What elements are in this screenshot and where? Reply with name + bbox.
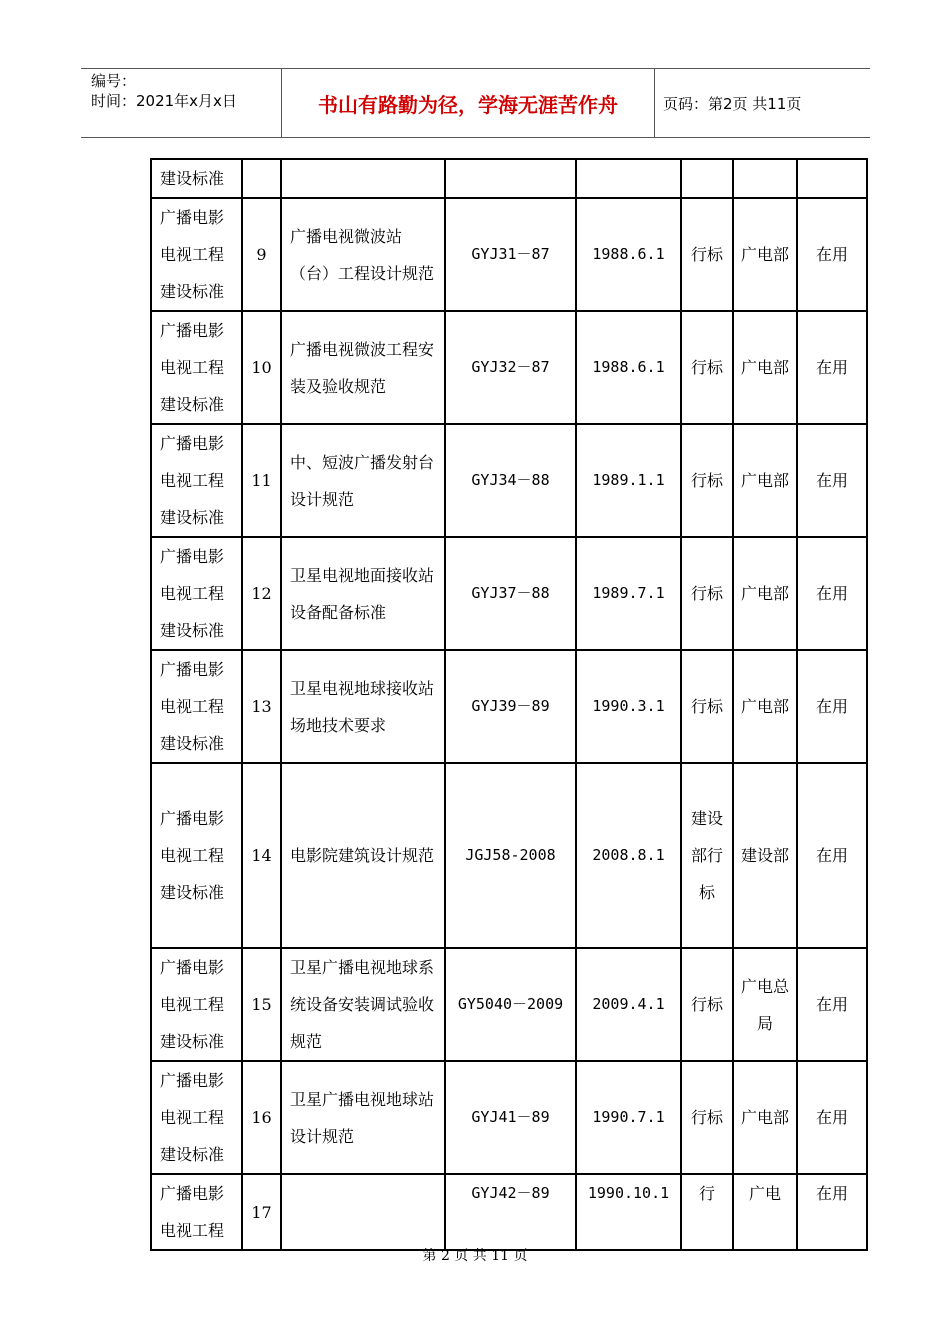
row-name bbox=[281, 1174, 445, 1250]
table-row bbox=[151, 311, 867, 424]
table-body bbox=[151, 159, 867, 1250]
row-type: 行标 bbox=[681, 198, 733, 311]
row-category: 广播电影电视工程建设标准 bbox=[151, 650, 242, 763]
row-type: 行标 bbox=[681, 1061, 733, 1174]
row-category: 广播电影电视工程建设标准 bbox=[151, 763, 242, 948]
row-status: 在用 bbox=[797, 763, 867, 948]
table-row bbox=[151, 1174, 867, 1250]
row-number: 15 bbox=[242, 948, 281, 1061]
header-meta bbox=[91, 71, 237, 111]
row-name: 卫星广播电视地球站设计规范 bbox=[281, 1061, 445, 1174]
row-date: 1989.1.1 bbox=[576, 424, 681, 537]
row-date: 1988.6.1 bbox=[576, 311, 681, 424]
row-department: 广电部 bbox=[733, 650, 797, 763]
row-date: 1990.3.1 bbox=[576, 650, 681, 763]
row-number: 14 bbox=[242, 763, 281, 948]
row-type: 行标 bbox=[681, 311, 733, 424]
row-status: 在用 bbox=[797, 948, 867, 1061]
row-category: 广播电影电视工程建设标准 bbox=[151, 1061, 242, 1174]
row-category: 广播电影电视工程建设标准 bbox=[151, 537, 242, 650]
row-category: 广播电影电视工程建设标准 bbox=[151, 311, 242, 424]
row-department: 广电部 bbox=[733, 537, 797, 650]
table-row bbox=[151, 198, 867, 311]
header-divider bbox=[654, 69, 655, 137]
row-name: 广播电视微波工程安装及验收规范 bbox=[281, 311, 445, 424]
row-date: 1988.6.1 bbox=[576, 198, 681, 311]
row-code: GYJ37－88 bbox=[445, 537, 576, 650]
row-type: 行标 bbox=[681, 948, 733, 1061]
row-date bbox=[576, 159, 681, 198]
row-category: 广播电影电视工程建设标准 bbox=[151, 198, 242, 311]
row-date: 2008.8.1 bbox=[576, 763, 681, 948]
row-type bbox=[681, 159, 733, 198]
row-department: 建设部 bbox=[733, 763, 797, 948]
row-type: 行 bbox=[681, 1174, 733, 1250]
row-name: 卫星广播电视地球系统设备安装调试验收规范 bbox=[281, 948, 445, 1061]
row-name: 卫星电视地面接收站设备配备标准 bbox=[281, 537, 445, 650]
row-date: 1989.7.1 bbox=[576, 537, 681, 650]
row-code: GY5040－2009 bbox=[445, 948, 576, 1061]
document-time-label: 时间：2021年x月x日 bbox=[91, 92, 237, 110]
row-department: 广电部 bbox=[733, 198, 797, 311]
row-status: 在用 bbox=[797, 1061, 867, 1174]
row-name bbox=[281, 159, 445, 198]
row-department: 广电部 bbox=[733, 424, 797, 537]
row-number: 12 bbox=[242, 537, 281, 650]
row-number: 17 bbox=[242, 1174, 281, 1250]
row-department: 广电 bbox=[733, 1174, 797, 1250]
table-row bbox=[151, 537, 867, 650]
row-status: 在用 bbox=[797, 537, 867, 650]
page-header bbox=[81, 68, 870, 138]
row-department: 广电部 bbox=[733, 311, 797, 424]
table-row bbox=[151, 424, 867, 537]
row-code: GYJ39－89 bbox=[445, 650, 576, 763]
row-code: GYJ34－88 bbox=[445, 424, 576, 537]
row-type: 建设部行标 bbox=[681, 763, 733, 948]
table-row bbox=[151, 650, 867, 763]
header-motto: 书山有路勤为径，学海无涯苦作舟 bbox=[318, 92, 618, 117]
table-row bbox=[151, 948, 867, 1061]
row-number: 16 bbox=[242, 1061, 281, 1174]
row-status: 在用 bbox=[797, 311, 867, 424]
row-date: 1990.7.1 bbox=[576, 1061, 681, 1174]
row-status: 在用 bbox=[797, 1174, 867, 1250]
row-code bbox=[445, 159, 576, 198]
row-department bbox=[733, 159, 797, 198]
row-date: 1990.10.1 bbox=[576, 1174, 681, 1250]
row-name: 中、短波广播发射台设计规范 bbox=[281, 424, 445, 537]
row-category: 广播电影电视工程建设标准 bbox=[151, 424, 242, 537]
row-name: 卫星电视地球接收站场地技术要求 bbox=[281, 650, 445, 763]
row-code: GYJ41－89 bbox=[445, 1061, 576, 1174]
document-number-label: 编号： bbox=[91, 72, 137, 90]
row-department: 广电部 bbox=[733, 1061, 797, 1174]
row-type: 行标 bbox=[681, 424, 733, 537]
row-department: 广电总局 bbox=[733, 948, 797, 1061]
row-date: 2009.4.1 bbox=[576, 948, 681, 1061]
row-code: GYJ31－87 bbox=[445, 198, 576, 311]
row-code: GYJ42－89 bbox=[445, 1174, 576, 1250]
header-page-info: 页码：第2页 共11页 bbox=[663, 94, 802, 113]
row-code: JGJ58-2008 bbox=[445, 763, 576, 948]
table-row bbox=[151, 159, 867, 198]
row-number: 13 bbox=[242, 650, 281, 763]
standards-table bbox=[150, 158, 868, 1251]
row-category: 建设标准 bbox=[151, 159, 242, 198]
row-number bbox=[242, 159, 281, 198]
row-code: GYJ32－87 bbox=[445, 311, 576, 424]
row-number: 10 bbox=[242, 311, 281, 424]
row-name: 广播电视微波站（台）工程设计规范 bbox=[281, 198, 445, 311]
table-row bbox=[151, 1061, 867, 1174]
row-status: 在用 bbox=[797, 650, 867, 763]
row-category: 广播电影电视工程 bbox=[151, 1174, 242, 1250]
table-row bbox=[151, 763, 867, 948]
row-status: 在用 bbox=[797, 198, 867, 311]
row-type: 行标 bbox=[681, 537, 733, 650]
row-name: 电影院建筑设计规范 bbox=[281, 763, 445, 948]
row-status bbox=[797, 159, 867, 198]
row-status: 在用 bbox=[797, 424, 867, 537]
page-footer: 第 2 页 共 11 页 bbox=[422, 1248, 528, 1264]
row-number: 11 bbox=[242, 424, 281, 537]
row-category: 广播电影电视工程建设标准 bbox=[151, 948, 242, 1061]
row-type: 行标 bbox=[681, 650, 733, 763]
row-number: 9 bbox=[242, 198, 281, 311]
